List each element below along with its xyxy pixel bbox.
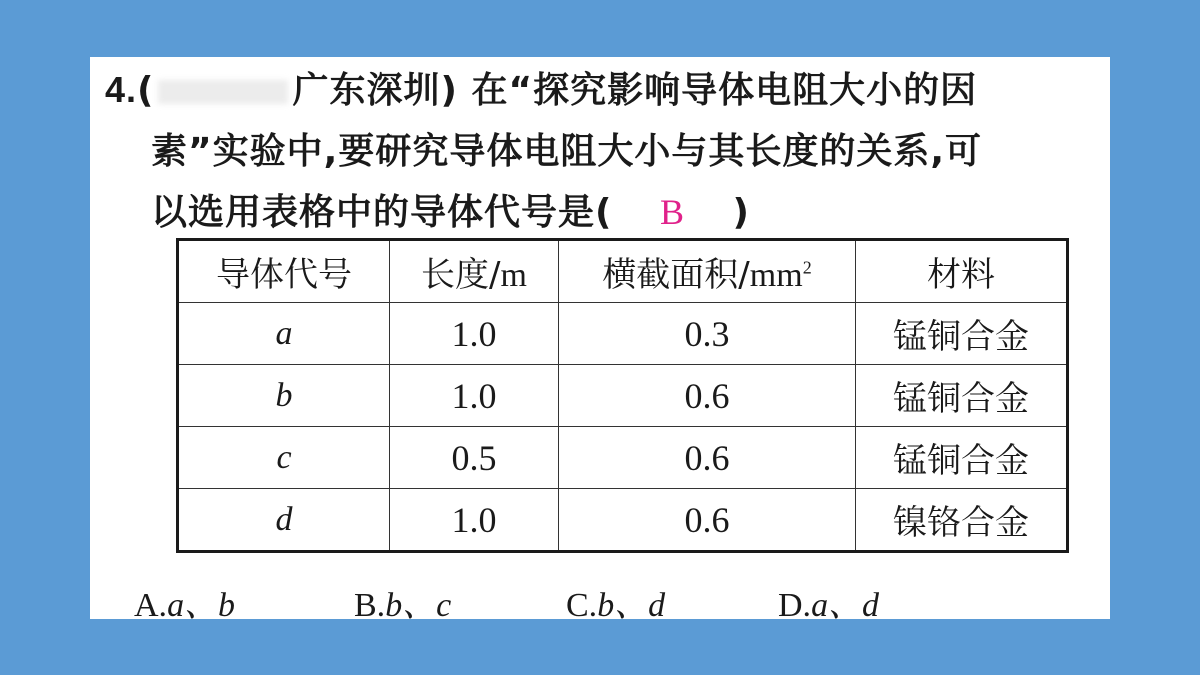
cell-code: c <box>178 427 390 489</box>
question-number: 4. <box>105 69 138 110</box>
answer-options <box>134 577 1094 624</box>
question-line-1 <box>105 59 1105 121</box>
source-close-paren: ) <box>440 70 458 111</box>
option-a-choice: a、b <box>167 587 236 624</box>
table-row <box>178 365 1068 427</box>
cell-material: 锰铜合金 <box>856 303 1068 365</box>
cell-code: d <box>178 489 390 552</box>
source-open-paren: ( <box>137 70 155 111</box>
table-row <box>178 427 1068 489</box>
option-c-choice: b、d <box>597 587 666 624</box>
header-area-label: 横截面积/ <box>602 255 750 295</box>
header-material: 材料 <box>856 240 1068 303</box>
answer-mark: B <box>659 192 685 232</box>
question-text <box>105 59 1105 243</box>
cell-area: 0.3 <box>559 303 856 365</box>
cell-code: a <box>178 303 390 365</box>
cell-code: b <box>178 365 390 427</box>
cell-length: 1.0 <box>390 489 559 552</box>
option-d-choice: a、d <box>811 587 880 624</box>
question-source: 广东深圳 <box>292 70 441 111</box>
header-length-unit: m <box>500 257 527 294</box>
option-b-choice: b、c <box>385 587 452 624</box>
header-area-unit-exponent: 2 <box>802 257 812 278</box>
question-line-2: 素”实验中,要研究导体电阻大小与其长度的关系,可 <box>151 131 983 172</box>
option-a-letter: A. <box>134 587 168 624</box>
table-row <box>178 303 1068 365</box>
header-area-unit-text: mm <box>749 257 803 294</box>
option-c[interactable] <box>566 577 665 626</box>
option-c-letter: C. <box>566 587 598 624</box>
question-line-1-text: 在“探究影响导体电阻大小的因 <box>471 70 978 111</box>
cell-area: 0.6 <box>559 365 856 427</box>
header-area-unit <box>750 257 812 294</box>
cell-material: 锰铜合金 <box>856 365 1068 427</box>
cell-area: 0.6 <box>559 427 856 489</box>
header-length <box>390 240 559 303</box>
option-d[interactable] <box>778 577 879 626</box>
question-line-3 <box>105 182 1105 243</box>
header-length-label: 长度/ <box>421 255 501 295</box>
question-line-3-text: 以选用表格中的导体代号是( <box>151 192 613 233</box>
question-line-3-end: ) <box>732 192 750 233</box>
cell-length: 1.0 <box>390 365 559 427</box>
redacted-year <box>158 80 288 104</box>
cell-area: 0.6 <box>559 489 856 552</box>
table-header-row <box>178 240 1068 303</box>
conductor-table <box>176 238 1069 553</box>
option-a[interactable] <box>134 577 235 626</box>
header-code: 导体代号 <box>178 240 390 303</box>
option-d-letter: D. <box>778 587 812 624</box>
cell-material: 锰铜合金 <box>856 427 1068 489</box>
header-area <box>559 240 856 303</box>
cell-material: 镍铬合金 <box>856 489 1068 552</box>
option-b-letter: B. <box>354 587 386 624</box>
table-row <box>178 489 1068 552</box>
cell-length: 0.5 <box>390 427 559 489</box>
cell-length: 1.0 <box>390 303 559 365</box>
option-b[interactable] <box>354 577 451 626</box>
question-card <box>90 57 1110 624</box>
